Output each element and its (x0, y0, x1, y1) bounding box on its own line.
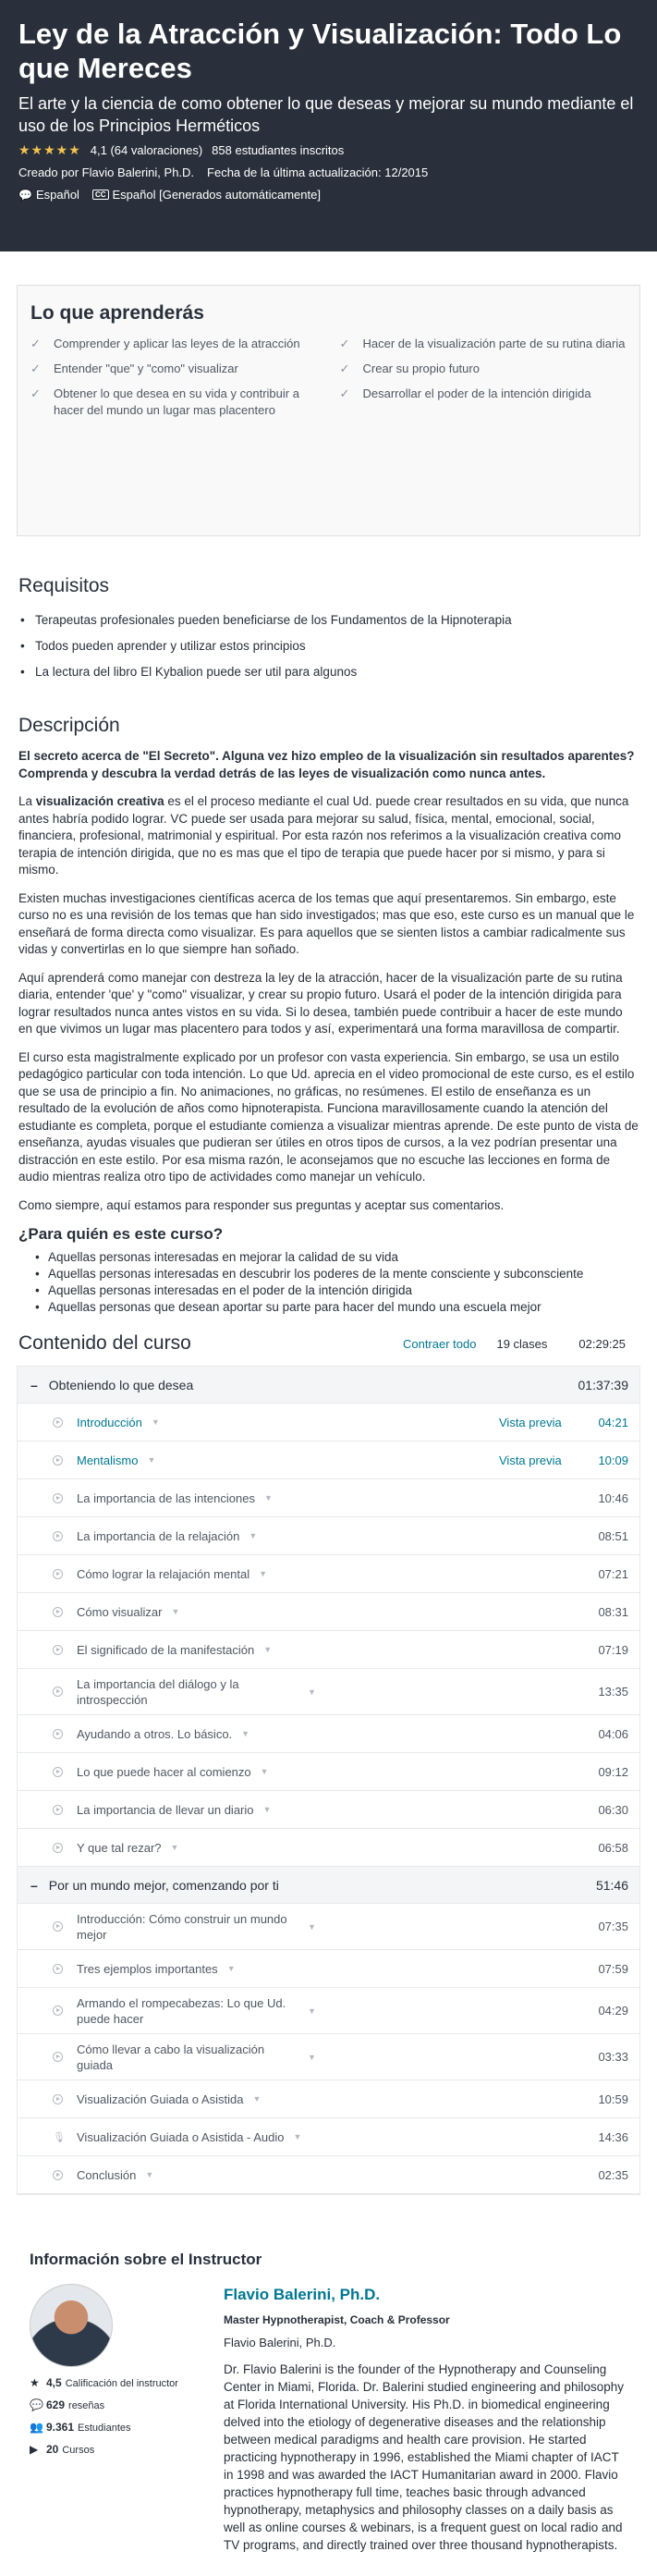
audience-item: • Aquellas personas interesadas en descubrir los poderes de la mente consciente y subconsciente (35, 1266, 639, 1282)
audience-item: • Aquellas personas interesadas en mejorar la calidad de su vida (35, 1249, 639, 1266)
instructor-name-link[interactable]: Flavio Balerini, Ph.D. (224, 2286, 381, 2303)
lecture-duration: 10:09 (598, 1453, 628, 1467)
learn-item (30, 336, 318, 352)
chevron-down-icon[interactable]: ▼ (293, 2132, 302, 2141)
lecture-title: Visualización Guiada o Asistida - Audio (77, 2129, 285, 2144)
course-title: Ley de la Atracción y Visualización: Todo Lo que Mereces (18, 18, 622, 84)
description-lead: El secreto acerca de "El Secreto". Alguna vez hizo empleo de la visualización sin resultados aparentes? Comprenda y descubra la verdad detrás de las leyes de visualización como nunca antes. (18, 749, 635, 780)
lecture-title: Tres ejemplos importantes (77, 1961, 218, 1976)
chevron-down-icon[interactable]: ▼ (249, 1531, 258, 1540)
learn-item (340, 386, 627, 419)
chevron-down-icon[interactable]: ▼ (308, 1687, 316, 1697)
lecture-title: La importancia del diálogo y la introspección (77, 1676, 239, 1707)
lecture-title: Ayudando a otros. Lo básico. (77, 1726, 233, 1741)
play-circle-icon: ▶ (30, 2443, 39, 2456)
language (18, 188, 79, 202)
description-paragraph: Existen muchas investigaciones científicas acerca de los temas que aquí presentaremos. Sin embargo, este curso no es una revisión de los temas que han sido investigados; mas que eso, este curso es un manual que le enseñará de forma directa como visualizar. Es para aquellos que se sienten listos a cambiar radicalmente sus vidas y convertirlas en lo que siempre han soñado. (18, 890, 635, 956)
last-updated: Fecha de la última actualización: 12/2015 (207, 166, 429, 179)
lecture-title: Lo que puede hacer al comienzo (77, 1764, 251, 1779)
learn-item-text: Obtener lo que desea en su vida y contribuir a hacer del mundo un lugar mas placentero (54, 386, 299, 417)
lecture-duration: 04:29 (598, 2004, 628, 2018)
captions (92, 188, 321, 202)
check-icon: ✓ (30, 362, 41, 375)
chevron-down-icon[interactable]: ▼ (170, 1843, 179, 1852)
chevron-down-icon[interactable]: ▼ (145, 2170, 154, 2179)
instructor-heading: Información sobre el Instructor (30, 2251, 262, 2268)
microphone-icon: 🎙 (53, 2131, 66, 2143)
stat-label: Cursos (62, 2445, 95, 2456)
chevron-down-icon[interactable]: ▼ (260, 1767, 269, 1776)
collapse-minus-icon: – (30, 1377, 38, 1392)
star-icon: ★ (30, 2376, 40, 2389)
lecture-title: Cómo lograr la relajación mental (77, 1566, 250, 1581)
lecture-title: Cómo visualizar (77, 1604, 163, 1619)
comment-icon: 💬 (30, 2398, 43, 2411)
stat-text (46, 2398, 104, 2412)
play-circle-icon (53, 2094, 63, 2104)
lecture-row[interactable] (18, 2080, 639, 2118)
stat-value: 20 (46, 2443, 59, 2456)
play-circle-icon (53, 1569, 63, 1579)
instructor-courses (30, 2443, 224, 2457)
stat-label: Calificación del instructor (65, 2378, 178, 2389)
section-duration: 51:46 (595, 1877, 628, 1893)
stat-text (46, 2376, 178, 2390)
check-icon: ✓ (339, 386, 350, 400)
play-circle-icon (53, 1493, 63, 1503)
chevron-down-icon[interactable]: ▼ (259, 1569, 268, 1578)
curriculum-title: Contenido del curso (18, 1332, 191, 1354)
check-icon: ✓ (30, 337, 41, 350)
lecture-duration: 13:35 (598, 1685, 628, 1699)
closed-captions-icon: CC (92, 190, 109, 200)
play-circle-icon (53, 1964, 63, 1974)
learn-title: Lo que aprenderás (30, 302, 204, 324)
description-paragraph (18, 793, 639, 879)
play-circle-icon (53, 1729, 63, 1739)
lecture-duration: 03:33 (598, 2050, 628, 2064)
stat-value: 9.361 (46, 2421, 75, 2434)
rating-row (18, 142, 639, 158)
lecture-title: Y que tal rezar? (77, 1840, 162, 1855)
lecture-row[interactable] (18, 2156, 639, 2194)
lecture-row[interactable] (18, 1479, 639, 1517)
chevron-down-icon[interactable]: ▼ (308, 1921, 316, 1932)
lecture-row[interactable] (18, 1988, 639, 2034)
collapse-all-button[interactable]: Contraer todo (402, 1336, 477, 1351)
play-circle-icon (53, 1455, 63, 1466)
section-header[interactable] (18, 1867, 639, 1904)
requirement-item: • Todos pueden aprender y utilizar estos principios (18, 638, 639, 654)
play-circle-icon (53, 1417, 63, 1428)
play-circle-icon (53, 1645, 63, 1655)
instructor-name: Flavio Balerini, Ph.D. (224, 2336, 336, 2349)
requirement-item: • Terapeutas profesionales pueden beneficiarse de los Fundamentos de la Hipnoterapia (18, 612, 639, 628)
lecture-title: La importancia de llevar un diario (77, 1802, 254, 1817)
lecture-duration: 02:35 (598, 2167, 628, 2182)
stat-text (46, 2443, 94, 2457)
learn-item (340, 361, 627, 377)
lecture-duration: 14:36 (598, 2129, 628, 2144)
chevron-down-icon[interactable]: ▼ (151, 1417, 160, 1427)
chevron-down-icon[interactable]: ▼ (147, 1455, 156, 1465)
instructor-reviews (30, 2398, 224, 2412)
lecture-row[interactable] (18, 1593, 639, 1631)
play-circle-icon (53, 2006, 63, 2016)
lecture-name (77, 1453, 499, 1468)
play-circle-icon (53, 2170, 63, 2180)
lecture-duration: 07:35 (598, 1920, 628, 1933)
lecture-duration: 06:58 (598, 1840, 628, 1855)
learn-item-text: Hacer de la visualización parte de su rutina diaria (362, 337, 626, 350)
play-circle-icon (53, 1767, 63, 1777)
lecture-duration: 04:21 (598, 1415, 628, 1429)
lecture-row[interactable] (18, 1715, 639, 1753)
section-title: Por un mundo mejor, comenzando por ti (48, 1877, 279, 1893)
section-duration: 01:37:39 (578, 1377, 628, 1392)
audience-item: • Aquellas personas interesadas en el poder de la intención dirigida (35, 1282, 639, 1299)
lecture-duration: 08:31 (598, 1604, 628, 1619)
stat-value: 4,5 (46, 2376, 62, 2389)
text-run: es el el proceso mediante el cual Ud. puede crear resultados en su vida, que nunca antes habría podido lograr. VC puede ser usada para mejorar su salud, física, mental, emocional, social, financiera, profesional, matrimonial y espiritual. Por esta razón nos referimos a la visualización creativa como terapia de intención dirigida, que no es mas que el tipo de terapia que puede hacer por si mismo, y para si mismo. (18, 794, 629, 877)
check-icon: ✓ (339, 337, 350, 350)
what-you-will-learn (17, 285, 640, 536)
lecture-duration: 06:30 (598, 1802, 628, 1817)
section-title: Obteniendo lo que desea (48, 1377, 194, 1392)
speech-bubble-icon: 💬 (18, 188, 32, 202)
lecture-row[interactable] (18, 1829, 639, 1867)
lecture-row[interactable] (18, 1517, 639, 1555)
description-section (0, 715, 657, 1316)
lecture-name (77, 1676, 499, 1708)
chevron-down-icon[interactable]: ▼ (171, 1607, 180, 1616)
instructor-info (224, 2284, 627, 2554)
lecture-name (77, 1604, 499, 1620)
requirements-section (0, 575, 657, 680)
preview-link[interactable]: Vista previa (499, 1453, 562, 1467)
chevron-down-icon[interactable]: ▼ (308, 2052, 316, 2062)
lecture-name (77, 1764, 499, 1780)
instructor-title: Master Hypnotherapist, Coach & Professor (224, 2313, 450, 2326)
play-circle-icon (53, 1607, 63, 1617)
instructor-section (0, 2251, 657, 2554)
captions-label: Español [Generados automáticamente] (112, 188, 321, 202)
curriculum-header (0, 1332, 657, 1355)
learn-item-text: Desarrollar el poder de la intención dirigida (362, 386, 591, 400)
lecture-name (77, 2042, 499, 2073)
audience-list (18, 1249, 639, 1316)
lecture-title[interactable]: Mentalismo (77, 1453, 139, 1467)
learn-item-text: Crear su propio futuro (362, 362, 480, 375)
instructor-students (30, 2421, 224, 2435)
play-circle-icon (53, 2052, 63, 2062)
lecture-row[interactable] (18, 1669, 639, 1715)
learn-item (30, 386, 318, 419)
total-duration: 02:29:25 (578, 1336, 626, 1351)
lecture-row[interactable] (18, 2034, 639, 2080)
lecture-duration: 10:59 (598, 2091, 628, 2106)
lecture-duration: 07:21 (598, 1566, 628, 1581)
description-paragraph: El curso esta magistralmente explicado por un profesor con vasta experiencia. Sin embargo, se usa un estilo pedagógico particular con toda intención. Lo que Ud. aprecia en el video promocional de este curso, es el estilo que se usa de principio a fin. No animaciones, no gráficas, no resúmenes. El estilo de enseñanza es un resultado de la evolución de años como hipnoterapista. Funciona maravillosamente cuando la atención del estudiante es completa, porque el estudiante comienza a visualizar mientras aprende. De este punto de vista de enseñanza, ayudas visuales que pudieran ser útiles en otros tipos de cursos, a la vez podrían presentar una distracción en este estilo. Por esa misma razón, le aconsejamos que no escuche las lecciones en forma de audio mientras realiza otro tipo de actividades como manejar un vehículo. (18, 1049, 639, 1184)
check-icon: ✓ (339, 362, 350, 375)
lecture-name (77, 1802, 499, 1818)
lecture-duration: 10:46 (598, 1490, 628, 1505)
meta-row (18, 166, 639, 179)
preview-link[interactable]: Vista previa (499, 1415, 562, 1429)
lecture-duration: 07:59 (598, 1961, 628, 1976)
students-enrolled: 858 estudiantes inscritos (212, 143, 345, 157)
chevron-down-icon[interactable]: ▼ (263, 1645, 273, 1654)
section-header[interactable] (18, 1367, 639, 1404)
lecture-title: Armando el rompecabezas: Lo que Ud. puede hacer (77, 1995, 286, 2026)
check-icon: ✓ (30, 386, 41, 400)
lecture-row[interactable] (18, 1753, 639, 1791)
chevron-down-icon[interactable]: ▼ (308, 2006, 316, 2016)
rating-stars-icon: ★★★★★ (18, 142, 81, 157)
lecture-name (77, 2091, 499, 2107)
description-paragraph: Aquí aprenderá como manejar con destreza la ley de la atracción, hacer de la visualización parte de su rutina diaria, entender 'que' y "como" visualizar, y crear su propio futuro. Usará el poder de la intención dirigida para lograr resultados nunca antes vistos en su vida. Si lo desea, también puede contribuir a hacer de este mundo en que vivimos un lugar mas placentero para todos y así, experimentará una forma maravillosa de compartir. (18, 970, 623, 1036)
stat-label: reseñas (68, 2400, 105, 2411)
lecture-title[interactable]: Introducción (77, 1415, 142, 1429)
play-circle-icon (53, 1805, 63, 1815)
lecture-row[interactable] (18, 2118, 639, 2156)
play-circle-icon (53, 1921, 63, 1932)
chevron-down-icon[interactable]: ▼ (252, 2094, 262, 2104)
play-circle-icon (53, 1687, 63, 1697)
lecture-name (77, 1528, 499, 1544)
course-subtitle: El arte y la ciencia de como obtener lo que deseas y mejorar su mundo mediante el uso de los Principios Herméticos (18, 94, 634, 135)
lecture-duration: 09:12 (598, 1764, 628, 1779)
lecture-duration: 04:06 (598, 1726, 628, 1741)
lecture-name (77, 1961, 499, 1977)
learn-item (340, 336, 627, 352)
users-icon: 👥 (30, 2421, 43, 2434)
lecture-title: Visualización Guiada o Asistida (77, 2091, 244, 2106)
requirements-title: Requisitos (18, 575, 110, 596)
lecture-name (77, 1566, 499, 1582)
lecture-name (77, 1840, 499, 1856)
text-bold-run: visualización creativa (35, 794, 164, 808)
instructor-body (30, 2284, 627, 2554)
lecture-row[interactable] (18, 1404, 639, 1441)
play-circle-icon (53, 1531, 63, 1541)
lecture-duration: 07:19 (598, 1642, 628, 1657)
audience-title: ¿Para quién es este curso? (18, 1225, 224, 1243)
language-row (18, 188, 639, 202)
author-line[interactable]: Creado por Flavio Balerini, Ph.D. (18, 166, 195, 179)
lecture-row[interactable] (18, 1791, 639, 1829)
lecture-row[interactable] (18, 1950, 639, 1988)
learn-item-text: Comprender y aplicar las leyes de la atracción (54, 337, 300, 350)
instructor-bio: Dr. Flavio Balerini is the founder of the Hypnotherapy and Counseling Center in Miami, Florida. Dr. Balerini studied engineering and philosophy at Florida International University. His Ph.D. in biomedical engineering delved into the etiology of degenerative diseases and the relationship between medical paradigms and health care provision. He started practicing hypnotherapy in 1996, established the Miami chapter of IACT in 1998 and was awarded the IACT Humanitarian award in 2000. Flavio practices hypnotherapy full time, teaches basic through advanced hypnotherapy, metaphysics and philosophy classes on a daily basis as well as online courses & webinars, is a frequent guest on local radio and TV programs, and directly trained over three thousand hypnotherapists. (224, 2362, 624, 2552)
lecture-title: El significado de la manifestación (77, 1642, 255, 1657)
lecture-name (77, 1726, 499, 1742)
learn-item (30, 361, 318, 377)
description-paragraph: Como siempre, aquí estamos para responder sus preguntas y aceptar sus comentarios. (18, 1197, 505, 1212)
stat-text (46, 2421, 131, 2435)
lecture-name (77, 1642, 499, 1658)
chevron-down-icon[interactable]: ▼ (262, 1805, 272, 1814)
chevron-down-icon[interactable]: ▼ (226, 1964, 236, 1973)
chevron-down-icon[interactable]: ▼ (241, 1729, 250, 1738)
audience-item: • Aquellas personas que desean aportar su parte para hacer del mundo una escuela mejor (35, 1299, 639, 1316)
instructor-stats (30, 2284, 224, 2554)
lecture-title: La importancia de la relajación (77, 1528, 240, 1543)
rating-text[interactable]: 4,1 (64 valoraciones) (90, 143, 203, 157)
lecture-title: La importancia de las intenciones (77, 1490, 255, 1505)
lecture-title: Introducción: Cómo construir un mundo mejor (77, 1911, 287, 1942)
lecture-row[interactable] (18, 1555, 639, 1593)
lecture-name (77, 2129, 499, 2145)
lecture-title: Cómo llevar a cabo la visualización guiada (77, 2042, 265, 2072)
language-label: Español (35, 188, 79, 202)
course-header (0, 0, 657, 251)
lecture-name (77, 1995, 499, 2027)
lecture-title: Conclusión (77, 2167, 137, 2182)
requirement-item: • La lectura del libro El Kybalion puede ser util para algunos (18, 664, 639, 680)
chevron-down-icon[interactable]: ▼ (263, 1493, 273, 1503)
lecture-row[interactable] (18, 1904, 639, 1950)
lecture-name (77, 1415, 499, 1430)
lecture-name (77, 1911, 499, 1943)
lecture-count: 19 clases (496, 1336, 548, 1351)
stat-value: 629 (46, 2398, 66, 2411)
lecture-name (77, 2167, 499, 2183)
learn-grid (30, 336, 627, 427)
lecture-name (77, 1490, 499, 1506)
lecture-duration: 08:51 (598, 1528, 628, 1543)
curriculum (17, 1366, 640, 2195)
collapse-minus-icon: – (30, 1877, 38, 1893)
text-run: La (18, 794, 36, 808)
stat-label: Estudiantes (78, 2423, 131, 2434)
lecture-row[interactable] (18, 1441, 639, 1479)
instructor-rating (30, 2376, 224, 2390)
description-title: Descripción (18, 715, 120, 736)
lecture-row[interactable] (18, 1631, 639, 1669)
play-circle-icon (53, 1843, 63, 1853)
requirements-list (18, 612, 639, 680)
avatar[interactable] (30, 2284, 113, 2367)
learn-item-text: Entender "que" y "como" visualizar (54, 362, 238, 375)
